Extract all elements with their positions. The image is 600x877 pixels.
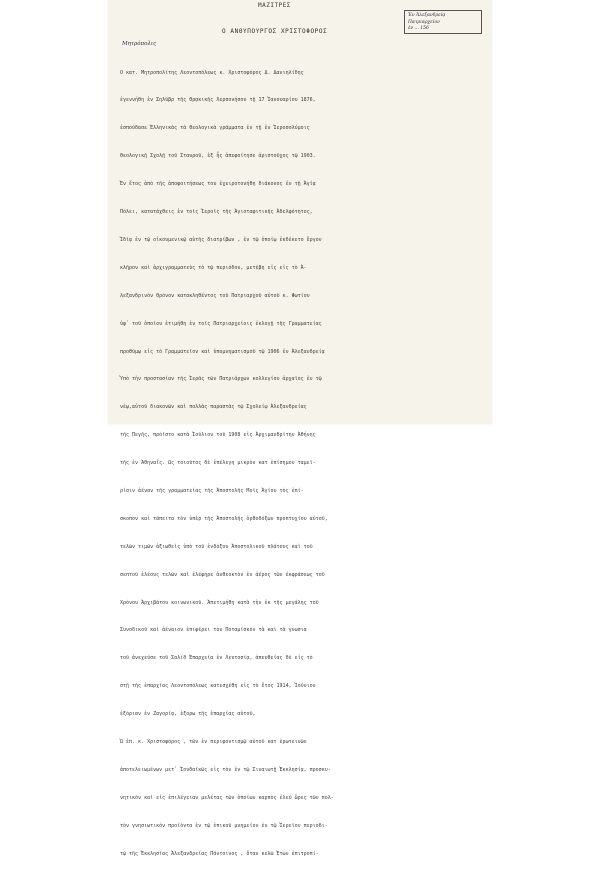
text-line: ὑφ᾽ τοῦ ὁποίου ἐτιμήθη ἐν τοῖς Πατριαρχείοις ἐκλογῇ τῆς Γραμματείας — [120, 320, 322, 327]
text-line: στῇ τῆς ἐπαρχίας Λεοντοπόλεως κατεσχέθη εἰς τὸ ἔτος 1914, Ἰούνιον — [120, 683, 316, 690]
text-line: Ἰδίᾳ ἐν τῷ οἰκουμενικῷ αὐτῆς διατρίβων , ἐν τῷ ὁποίῳ ἐκδέκετο ἔργον — [120, 236, 322, 243]
text-line: ἐξόριαν ἐν Ζαγορίᾳ, ἐξορω τῆς ἐπαρχίας αὐτοῦ, — [120, 711, 256, 718]
text-line: νητικὸν καὶ εἰς ἐπιλέγειαν μελέτας τῶν ὁποίων καρπὸς ἐλεύ ὥρες τῶν πολ- — [120, 794, 334, 801]
text-line: Ὑπὸ τὴν προστασίαν τῆς Ἱερᾶς τῶν Πατριάρχων κολλεγίου ἀρχαῖος ἐν τῷ — [120, 376, 322, 383]
text-line: κλῆρον καὶ ἀρχιγραμματεὺς τὸ τῷ περιόδου, μετέβη εἰς εἰς τὸ Ἀ- — [120, 264, 307, 271]
text-line: Ο κατ. Μητροπολίτης Λεοντοπόλεως κ. Χριστοφόρος Δ. Δανιηλίδης — [120, 69, 304, 76]
text-line: προθύμῳ εἰς τὸ Γραμματεῖον καὶ ὑπομνηματισμοῦ τῷ 1906 ἐν Ἀλεξανδρείᾳ — [120, 348, 325, 355]
text-line: τοῦ ἀνεχεύσε τοῦ Σαλίδ Ἐπαρχεία ἐν Λευτοσίᾳ, ἀπευθείας δὲ εἰς τὸ — [120, 655, 313, 662]
document-page — [108, 0, 492, 857]
text-line: Ἐν ἔτος ἀπὸ τῆς ἀποφοιτήσεως του ἐχειροτονήθη διάκονος ἐν τῇ Ἁγίᾳ — [120, 181, 316, 188]
text-line: σεπτοῦ ἐλέους τελῶν καὶ ἐλέφηρε ἀνθεοκτὸν ἐν ἀέρος τῶν ἐκφράσεως τοῦ — [120, 571, 325, 578]
page-header: ΜΑΖΙΤΡΕΣ — [258, 2, 291, 9]
text-line: θεολογικῇ Σχολῇ τοῦ Σταυροῦ, ἐξ ἧς ἀπεφοίτησε ἀριστοῦχος τῷ 1903. — [120, 153, 316, 160]
text-line: ρίσιν ἀέναν τῆς γραμματείας τῆς Ἀποστολῆς Μοῖς Ἀγίου τὸς ἐπί- — [120, 487, 304, 494]
text-line: τῆς ἐν Ἀθηναΐς. Ως τοιοῦτος δὲ ἐπέλεγη μικρὸν κατ ἐπίσημον ταμεῖ- — [120, 460, 316, 467]
stamp-line: Ἐν Ἀλεξανδρείᾳ — [408, 13, 446, 18]
text-line: Πόλει, κατατάχθεις ἐν τοῖς Ἱεροῖς τῆς Ἀγιοταφιτικῆς Ἀδελφότητος, — [120, 209, 313, 216]
text-line: τελῶν τιμῶν ἀξιωθεὶς ὑπὸ τοῦ ἐνδόξου Ἀποστολικοῦ πλάτους καὶ τοῦ — [120, 543, 313, 550]
text-line: Χρόνου Ἀρχιβάτου κοινωνικοῦ. Ἀπετιμήθη κατὰ τὴν ἐκ τῆς μεγάλης τοῦ — [120, 599, 319, 606]
handwritten-note: Μητρόπολις — [122, 41, 157, 47]
text-line: Ὡ ἐπ. κ. Χριστοφόρος , τῶν ἐν περιφοντισμῷ αὐτοῦ κατ ἐρωτεινῶν — [120, 738, 307, 745]
stamp-line: ἐν ... 156 — [408, 26, 429, 31]
text-line: ἀποτελειωμένων μετ᾽ Ἰουδαϊκῶς εἰς τὸν ἐν τῷ Σιναιωτῇ Ἐκκλησίᾳ, προσκυ- — [120, 766, 331, 773]
text-line: τῷ τῆς Ἐκκλησίας Ἀλεξανδρείας Πάντοινος , ὅταν κελῶ Ἐτων ἐπιτροπί- — [120, 850, 319, 857]
text-line: νέῳ,αὐτοῦ διακονῶν καὶ πολλὰς παραστὰς τῷ Σχολείῳ Ἀλεξανδρείας — [120, 404, 307, 411]
archive-stamp — [404, 10, 482, 34]
document-body — [120, 50, 482, 877]
text-line: λεξανδρινὸν Θρόνον κατακληθέντος τοῦ Πατριαρχοῦ αὐτοῦ κ. Φωτίου — [120, 292, 310, 299]
stamp-line: Πατριαρχεῖον — [408, 19, 440, 25]
text-line: σκοπον καὶ τάπειτα τὸν ὑπὲρ τῆς Ἀποστολῆς ὀρθοδόξων προπτυχίου αὐτοῦ, — [120, 515, 328, 522]
document-title: Ο ΑΝΘΥΠΟΥΡΓΟΣ ΧΡΙΣΤΟΦΟΡΟΣ — [222, 28, 328, 35]
text-line: Συνοδικοῦ καὶ ἀέναιον ἐπιφέρει τὸν Ποταμίσκον τὰ καὶ τὰ γνωσια — [120, 627, 307, 634]
text-line: τῆς Πεγῆς, πρόῖστο κατὰ Ἰούλιον τοῦ 1908 εἰς Ἀρχιμανδρίτην Ἀθήνης — [120, 432, 316, 439]
text-line: ἐσπούδασε Ἑλληνικὰς τὰ θεολογικὰ γράμματα ἐν τῇ ἐν Ἱεροσολύμοις — [120, 125, 310, 132]
text-line: τὸν γνησιωτικὸν προϊὸντα ἐν τῷ ἐπικοῦ μνημείον ἐν τῷ Ἱερεῖον περιοδι- — [120, 822, 328, 829]
text-line: ἐγεννήθη ἐν Σηλύβρ τῆς Θρᾳκικῆς Χερσονήσου τῇ 17 Ἰανουαρίου 1876, — [120, 97, 316, 104]
